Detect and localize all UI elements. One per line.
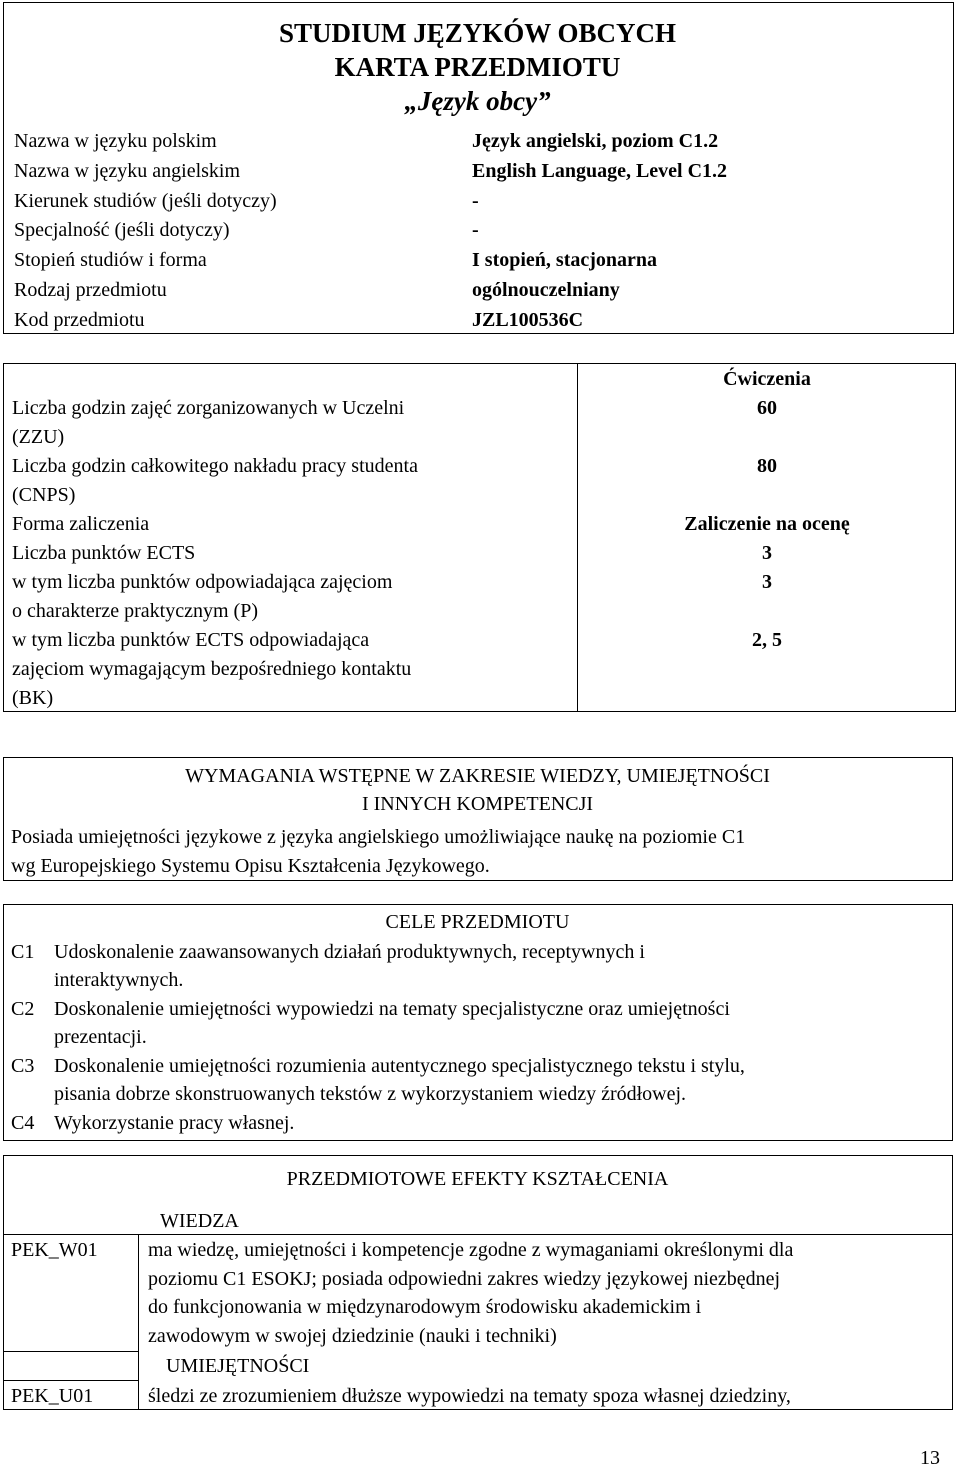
- hours-row-label: Liczba godzin całkowitego nakładu pracy studenta: [12, 455, 418, 477]
- outcome-text: ma wiedzę, umiejętności i kompetencje zgodne z wymaganiami określonymi dla: [148, 1239, 794, 1261]
- goal-text: Udoskonalenie zaawansowanych działań produktywnych, receptywnych i: [54, 941, 645, 963]
- goal-text: Wykorzystanie pracy własnej.: [54, 1112, 295, 1134]
- outcomes-title: PRZEDMIOTOWE EFEKTY KSZTAŁCENIA: [286, 1168, 669, 1190]
- info-label: Rodzaj przedmiotu: [14, 279, 167, 301]
- hours-row-value: 3: [762, 571, 772, 593]
- header-title: STUDIUM JĘZYKÓW OBCYCH: [278, 18, 677, 48]
- hours-row-value: 2, 5: [752, 629, 782, 651]
- hours-row-label: zajęciom wymagającym bezpośredniego kontaktu: [12, 658, 412, 680]
- hours-row-value: 80: [757, 455, 777, 477]
- goal-code: C2: [11, 998, 35, 1020]
- hours-row-label: (BK): [12, 687, 54, 709]
- info-value: -: [472, 219, 479, 241]
- page-number: 13: [920, 1447, 940, 1469]
- info-value: English Language, Level C1.2: [472, 160, 728, 182]
- outcome-code: PEK_W01: [11, 1239, 98, 1261]
- info-label: Nazwa w języku polskim: [14, 130, 217, 152]
- header-subtitle: KARTA PRZEDMIOTU: [334, 52, 621, 82]
- goal-text: interaktywnych.: [54, 969, 184, 991]
- requirements-title: WYMAGANIA WSTĘPNE W ZAKRESIE WIEDZY, UMIEJĘTNOŚCI: [185, 765, 770, 787]
- hours-row-value: Zaliczenie na ocenę: [684, 513, 850, 535]
- goal-code: C3: [11, 1055, 35, 1077]
- outcome-text: poziomu C1 ESOKJ; posiada odpowiedni zakres wiedzy językowej niezbędnej: [148, 1268, 781, 1290]
- goal-code: C1: [11, 941, 35, 963]
- goal-text: Doskonalenie umiejętności wypowiedzi na tematy specjalistyczne oraz umiejętności: [54, 998, 730, 1020]
- info-label: Kod przedmiotu: [14, 309, 145, 331]
- outcomes-table-divider: [138, 1234, 139, 1410]
- skills-header: UMIEJĘTNOŚCI: [166, 1355, 310, 1377]
- info-label: Kierunek studiów (jeśli dotyczy): [14, 190, 277, 212]
- info-label: Specjalność (jeśli dotyczy): [14, 219, 230, 241]
- hours-row-label: w tym liczba punktów ECTS odpowiadająca: [12, 629, 370, 651]
- hours-row-label: (CNPS): [12, 484, 76, 506]
- outcomes-table-row-line: [3, 1380, 138, 1381]
- goal-text: prezentacji.: [54, 1026, 147, 1048]
- outcomes-table-top: [3, 1234, 953, 1235]
- hours-row-label: o charakterze praktycznym (P): [12, 600, 258, 622]
- goals-title: CELE PRZEDMIOTU: [385, 911, 570, 933]
- outcome-text: do funkcjonowania w międzynarodowym środowisku akademickim i: [148, 1296, 702, 1318]
- goal-code: C4: [11, 1112, 35, 1134]
- hours-row-label: w tym liczba punktów odpowiadająca zajęciom: [12, 571, 393, 593]
- info-value: -: [472, 190, 479, 212]
- hours-row-label: (ZZU): [12, 426, 65, 448]
- hours-row-value: 3: [762, 542, 772, 564]
- info-label: Nazwa w języku angielskim: [14, 160, 241, 182]
- hours-row-value: 60: [757, 397, 777, 419]
- info-value: JZL100536C: [472, 309, 584, 331]
- outcome-code: PEK_U01: [11, 1385, 94, 1407]
- hours-row-label: Forma zaliczenia: [12, 513, 150, 535]
- column-header-exercises: Ćwiczenia: [723, 368, 811, 390]
- info-value: I stopień, stacjonarna: [472, 249, 658, 271]
- info-value: ogólnouczelniany: [472, 279, 620, 301]
- info-value: Język angielski, poziom C1.2: [472, 130, 719, 152]
- requirements-text: wg Europejskiego Systemu Opisu Kształcenia Językowego.: [11, 855, 490, 877]
- outcome-text: śledzi ze zrozumieniem dłuższe wypowiedzi na tematy spoza własnej dziedziny,: [148, 1385, 791, 1407]
- knowledge-header: WIEDZA: [160, 1210, 239, 1232]
- hours-row-label: Liczba godzin zajęć zorganizowanych w Uczelni: [12, 397, 405, 419]
- goal-text: pisania dobrze skonstruowanych tekstów z wykorzystaniem wiedzy źródłowej.: [54, 1083, 687, 1105]
- info-label: Stopień studiów i forma: [14, 249, 207, 271]
- hours-row-label: Liczba punktów ECTS: [12, 542, 196, 564]
- outcomes-table-row-line: [3, 1351, 138, 1352]
- requirements-text: Posiada umiejętności językowe z języka angielskiego umożliwiające naukę na poziomie C1: [11, 826, 746, 848]
- outcome-text: zawodowym w swojej dziedzinie (nauki i techniki): [148, 1325, 557, 1347]
- header-course-name: „Język obcy”: [404, 86, 551, 116]
- requirements-title: I INNYCH KOMPETENCJI: [361, 793, 594, 815]
- goal-text: Doskonalenie umiejętności rozumienia autentycznego specjalistycznego tekstu i stylu,: [54, 1055, 745, 1077]
